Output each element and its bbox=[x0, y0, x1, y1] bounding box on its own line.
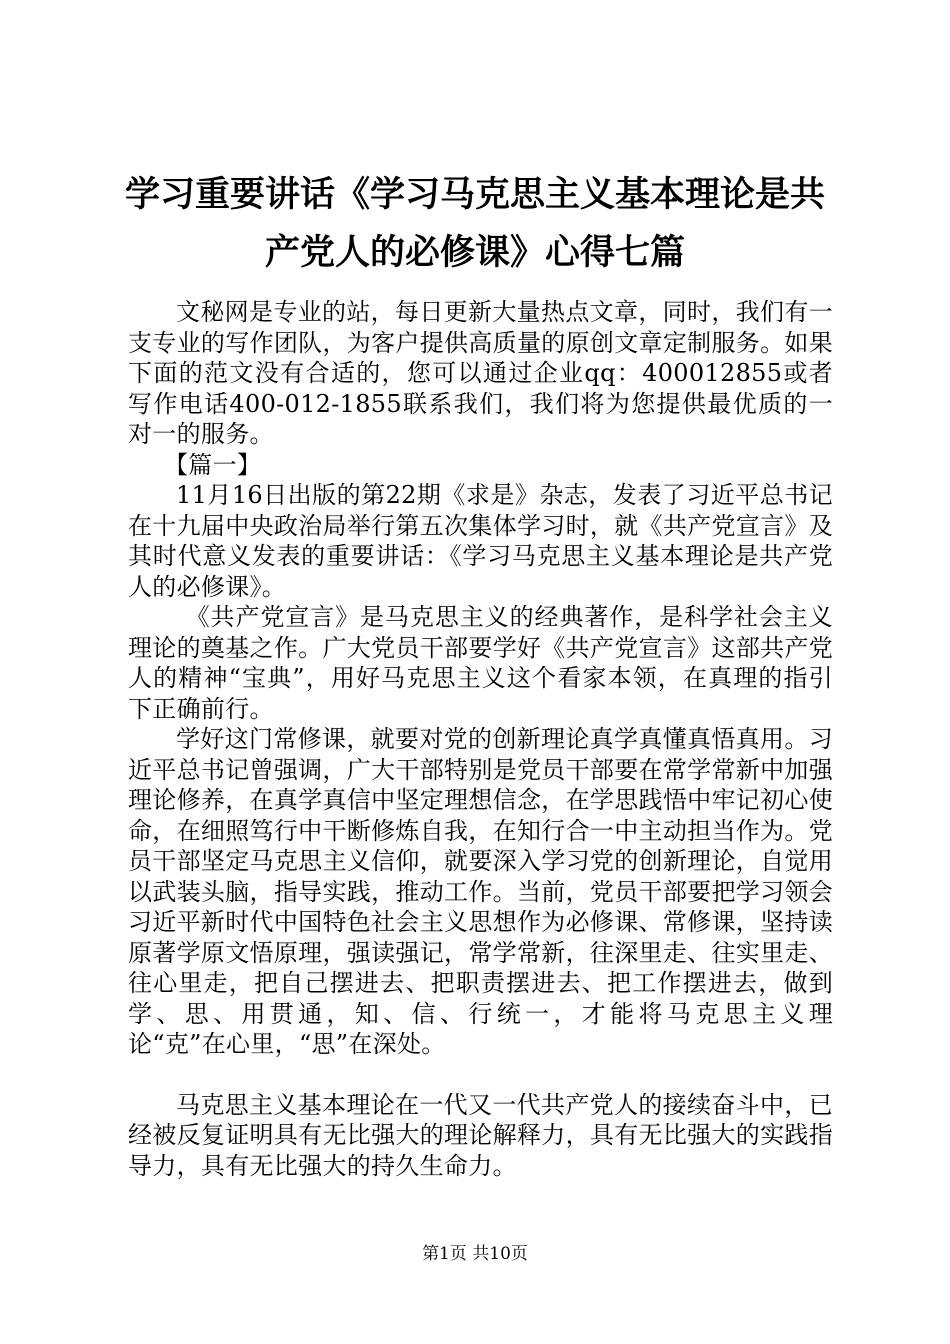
body-paragraph: 马克思主义基本理论在一代又一代共产党人的接续奋斗中，已经被反复证明具有无比强大的理论解释力，具有无比强大的实践指导力，具有无比强大的持久生命力。 bbox=[128, 1090, 833, 1180]
title-line-1: 学习重要讲话《学习马克思主义基本理论是共 bbox=[124, 175, 825, 215]
body-paragraph: 《共产党宣言》是马克思主义的经典著作，是科学社会主义理论的奠基之作。广大党员干部要学好《共产党宣言》这部共产党人的精神“宝典”，用好马克思主义这个看家本领，在真理的指引下正确前行。 bbox=[128, 603, 833, 723]
document-title bbox=[100, 166, 850, 282]
body-paragraph: 学好这门常修课，就要对党的创新理论真学真懂真悟真用。习近平总书记曾强调，广大干部特别是党员干部要在常学常新中加强理论修养，在真学真信中坚定理想信念，在学思践悟中牢记初心使命，在细照笃行中干断修炼自我，在知行合一中主动担当作为。党员干部坚定马克思主义信仰，就要深入学习党的创新理论，自觉用以武装头脑，指导实践，推动工作。当前，党员干部要把学习领会习近平新时代中国特色社会主义思想作为必修课、常修课，坚持读原著学原文悟原理，强读强记，常学常新，往深里走、往实里走、往心里走，把自己摆进去、把职责摆进去、把工作摆进去，做到学、思、用贯通，知、信、行统一，才能将马克思主义理论“克”在心里，“思”在深处。 bbox=[128, 725, 833, 1058]
page-footer: 第1页 共10页 bbox=[422, 1244, 528, 1264]
intro-paragraph: 文秘网是专业的站，每日更新大量热点文章，同时，我们有一支专业的写作团队，为客户提供高质量的原创文章定制服务。如果下面的范文没有合适的，您可以通过企业qq：400012855或者写作电话400-012-1855联系我们，我们将为您提供最优质的一对一的服务。 bbox=[128, 298, 833, 448]
document-body bbox=[128, 297, 833, 1181]
section-heading: 【篇一】 bbox=[164, 450, 262, 479]
title-line-2: 产党人的必修课》心得七篇 bbox=[264, 233, 685, 273]
body-paragraph: 11月16日出版的第22期《求是》杂志，发表了习近平总书记在十九届中央政治局举行第五次集体学习时，就《共产党宣言》及其时代意义发表的重要讲话：《学习马克思主义基本理论是共产党人的必修课》。 bbox=[128, 481, 833, 601]
